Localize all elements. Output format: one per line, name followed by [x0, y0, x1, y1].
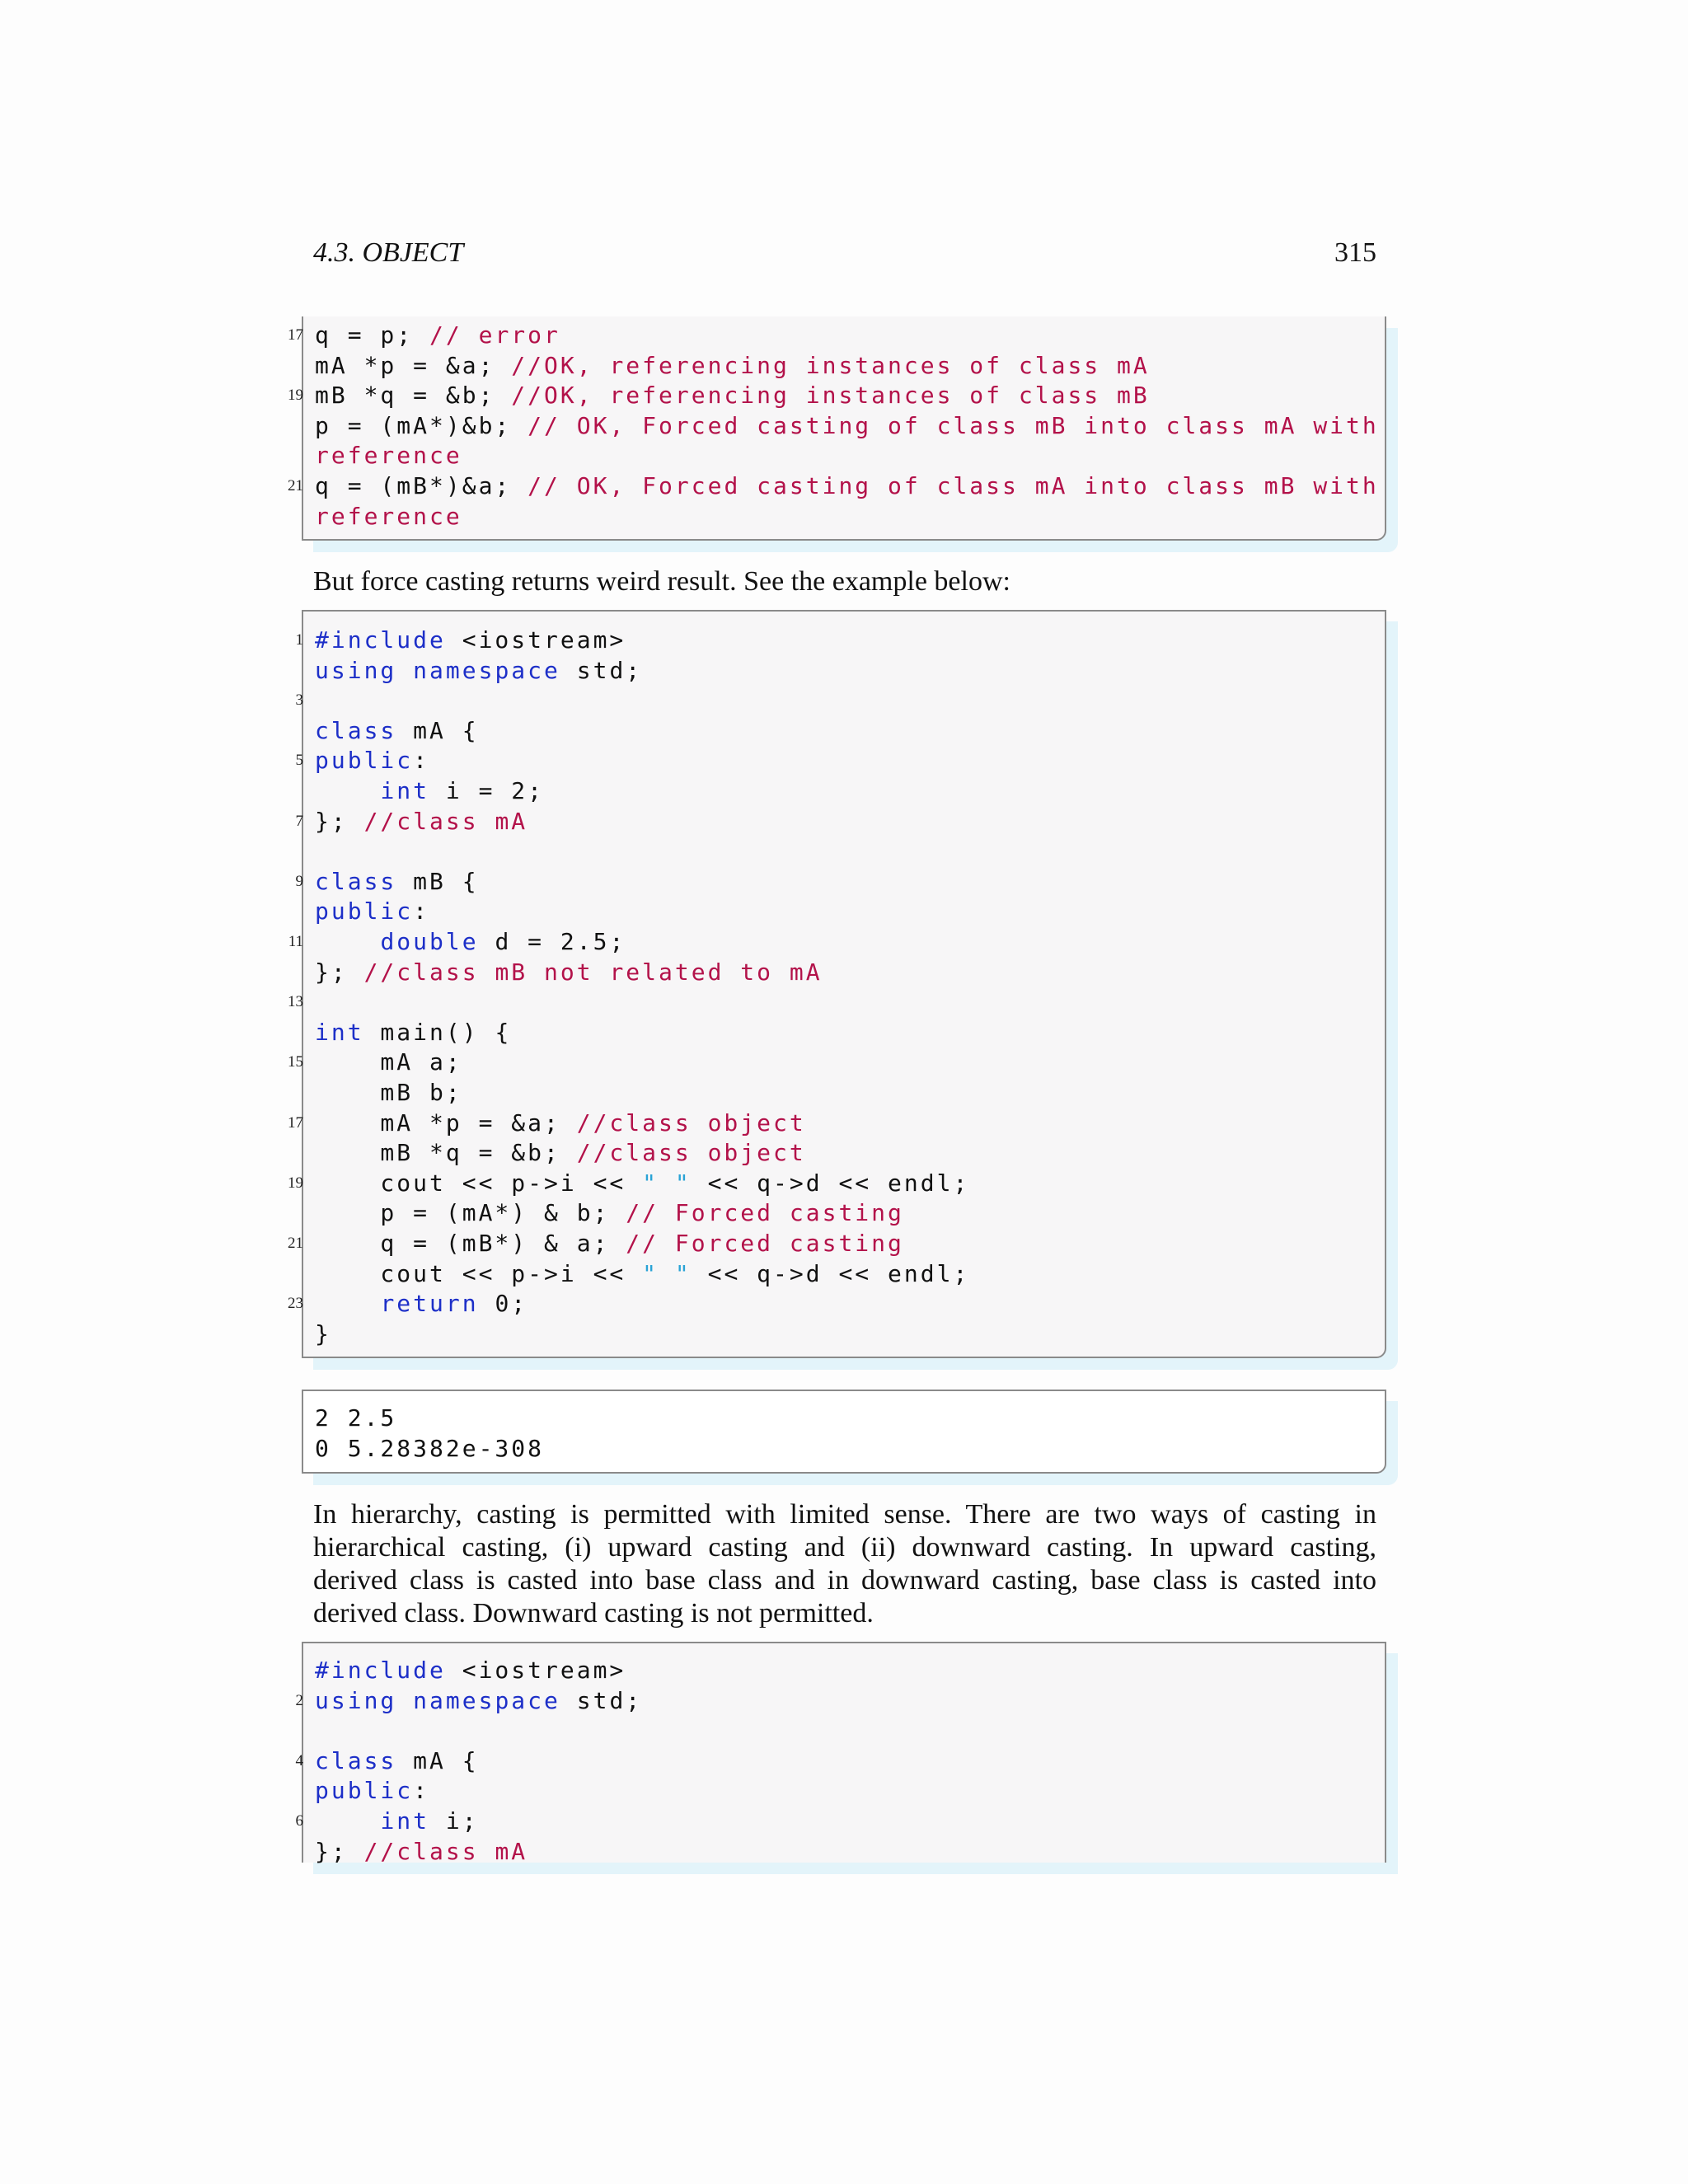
code-comment: // error: [429, 321, 560, 349]
code-text: :: [413, 1777, 430, 1805]
line-number: 7: [295, 812, 303, 830]
line-number: 21: [288, 477, 303, 494]
paragraph-hierarchy-casting: [313, 1498, 1376, 1630]
code-keyword: public: [315, 747, 414, 775]
code-text: p = (mA*)&b;: [315, 411, 528, 439]
code-text: [315, 1290, 380, 1317]
code-comment: reference: [315, 502, 462, 530]
line-number: 11: [288, 933, 303, 950]
line-number: 17: [288, 326, 303, 344]
code-comment: // Forced casting: [626, 1230, 904, 1257]
code-text: }: [315, 1319, 331, 1347]
code-line: [315, 1258, 1373, 1289]
code-text: mB {: [396, 867, 479, 895]
code-text: i;: [429, 1807, 479, 1835]
code-line: [288, 471, 1379, 501]
code-line: [295, 745, 1373, 776]
code-line: [315, 1775, 1373, 1806]
code-keyword: namespace: [413, 656, 560, 684]
code-comment: // Forced casting: [626, 1199, 904, 1227]
code-line: [288, 320, 1373, 350]
line-number: 19: [288, 1174, 303, 1192]
code-keyword: int: [315, 1018, 364, 1046]
code-keyword: #include: [315, 1657, 446, 1684]
code-text: 0;: [478, 1290, 528, 1318]
code-comment: reference: [315, 442, 462, 470]
code-line: [315, 836, 1373, 866]
line-number: 2: [295, 1691, 303, 1709]
code-line: [315, 440, 1373, 471]
code-text: 2 2.5: [315, 1404, 397, 1432]
code-line: [288, 380, 1373, 410]
line-number: 15: [288, 1053, 303, 1071]
page-number: 315: [1334, 237, 1376, 268]
code-comment: //class mA: [363, 1837, 528, 1865]
code-listing-continued: [288, 316, 1386, 541]
code-text: <iostream>: [445, 626, 626, 654]
code-string: " ": [642, 1169, 692, 1197]
code-line: [315, 1197, 1373, 1228]
code-line: [315, 350, 1373, 381]
code-line: [315, 776, 1373, 806]
line-number: 9: [295, 872, 303, 890]
line-number: 23: [288, 1295, 303, 1313]
code-line: [315, 1319, 1373, 1349]
line-number: 17: [288, 1113, 303, 1132]
line-number: 1: [295, 631, 303, 649]
page-header: [313, 237, 1376, 270]
code-comment: //class mA: [363, 807, 528, 835]
code-line: [295, 866, 1373, 897]
line-number: 19: [288, 387, 303, 405]
code-text: cout << p->i <<: [315, 1169, 643, 1197]
code-text: mB b;: [315, 1079, 462, 1106]
code-line: [315, 1655, 1373, 1685]
code-line: [288, 987, 1373, 1017]
paragraph-line: derived class. Downward casting is not permitted.: [313, 1598, 874, 1629]
line-number: 6: [295, 1812, 303, 1830]
code-text: std;: [560, 1686, 643, 1714]
code-text: mA {: [396, 716, 479, 744]
code-line: [315, 896, 1373, 926]
code-comment: //class object: [576, 1108, 806, 1137]
code-text: q = (mB*)&a;: [315, 472, 528, 499]
paragraph-line: derived class is casted into base class and in downward casting, base class is casted into: [313, 1565, 1376, 1596]
code-keyword: class: [315, 1746, 397, 1774]
code-keyword: class: [315, 867, 397, 895]
code-text: << q->d << endl;: [691, 1169, 970, 1197]
line-number: 3: [295, 691, 303, 710]
code-comment: //class object: [576, 1139, 806, 1167]
code-line: [315, 957, 1373, 987]
line-number: 5: [295, 752, 303, 770]
code-text: << q->d << endl;: [691, 1259, 970, 1287]
code-keyword: using: [315, 656, 397, 684]
code-comment: //class mB not related to mA: [363, 958, 823, 986]
code-comment: //OK, referencing instances of class mA: [511, 351, 1150, 379]
code-text: };: [315, 1837, 364, 1865]
code-text: mA a;: [315, 1048, 462, 1076]
program-output: [302, 1390, 1386, 1474]
paragraph-force-casting: But force casting returns weird result. See the example below:: [313, 566, 1010, 597]
code-line: [295, 1806, 1373, 1836]
code-text: mA *p = &a;: [315, 1108, 577, 1137]
code-line: [295, 1685, 1373, 1716]
code-line: [315, 1077, 1373, 1108]
line-number: 13: [288, 993, 303, 1011]
code-comment: // OK, Forced casting of class mA into class mB with: [528, 472, 1379, 499]
code-text: mA {: [396, 1746, 479, 1774]
code-text: d = 2.5;: [478, 928, 626, 955]
code-keyword: class: [315, 716, 397, 744]
code-text: q = (mB*) & a;: [315, 1230, 626, 1257]
code-comment: //OK, referencing instances of class mB: [511, 382, 1150, 410]
code-keyword: int: [380, 1807, 430, 1835]
line-number: 4: [295, 1751, 303, 1769]
code-line: [315, 715, 1373, 746]
code-line: [288, 1108, 1373, 1138]
code-text: :: [413, 747, 430, 775]
code-text: [315, 777, 380, 804]
code-text: [396, 657, 413, 684]
code-text: cout << p->i <<: [315, 1259, 643, 1287]
section-title: 4.3. OBJECT: [313, 237, 464, 268]
code-keyword: using: [315, 1686, 397, 1714]
code-string: " ": [642, 1259, 692, 1287]
code-keyword: public: [315, 898, 414, 926]
code-line: [315, 655, 1373, 686]
code-text: 0 5.28382e-308: [315, 1434, 545, 1462]
paragraph-line: In hierarchy, casting is permitted with limited sense. There are two ways of casting in: [313, 1499, 1376, 1530]
code-listing-force-casting: [288, 610, 1386, 1358]
code-text: main() {: [363, 1018, 512, 1046]
line-number: 21: [288, 1235, 303, 1252]
code-keyword: double: [380, 928, 479, 955]
code-text: };: [315, 958, 364, 986]
code-line: [288, 926, 1373, 957]
code-keyword: #include: [315, 626, 446, 654]
code-listing-hierarchy: [295, 1642, 1386, 1865]
code-line: [315, 1017, 1373, 1047]
code-text: mB *q = &b;: [315, 1139, 577, 1167]
code-text: :: [413, 898, 430, 926]
code-line: [315, 1433, 1373, 1464]
code-keyword: int: [380, 777, 430, 804]
code-text: std;: [560, 656, 643, 684]
code-text: };: [315, 807, 364, 835]
code-line: [315, 1715, 1373, 1746]
code-line: [295, 806, 1373, 837]
code-text: q = p;: [315, 321, 430, 349]
code-line: [295, 1746, 1373, 1776]
code-line: [295, 685, 1373, 715]
code-line: [295, 625, 1373, 655]
code-text: mA *p = &a;: [315, 351, 512, 379]
code-line: [288, 1168, 1373, 1198]
code-line: [288, 1047, 1373, 1077]
code-text: [315, 1807, 380, 1835]
code-line: [288, 1288, 1373, 1319]
code-line: [288, 1228, 1373, 1258]
code-line: [315, 1403, 1373, 1433]
code-text: mB *q = &b;: [315, 382, 512, 410]
code-line: [315, 501, 1373, 532]
code-line: [315, 410, 1379, 441]
code-text: p = (mA*) & b;: [315, 1199, 626, 1227]
code-text: <iostream>: [445, 1657, 626, 1684]
code-line: [315, 1137, 1373, 1168]
code-keyword: public: [315, 1777, 414, 1805]
code-keyword: return: [380, 1290, 479, 1318]
code-text: i = 2;: [429, 777, 545, 804]
code-text: [315, 928, 380, 955]
code-comment: // OK, Forced casting of class mB into class mA with: [528, 411, 1379, 439]
code-line: [315, 1836, 1373, 1867]
code-text: [396, 1687, 413, 1714]
code-keyword: namespace: [413, 1686, 560, 1714]
paragraph-line: hierarchical casting, (i) upward casting and (ii) downward casting. In upward casting,: [313, 1532, 1376, 1563]
